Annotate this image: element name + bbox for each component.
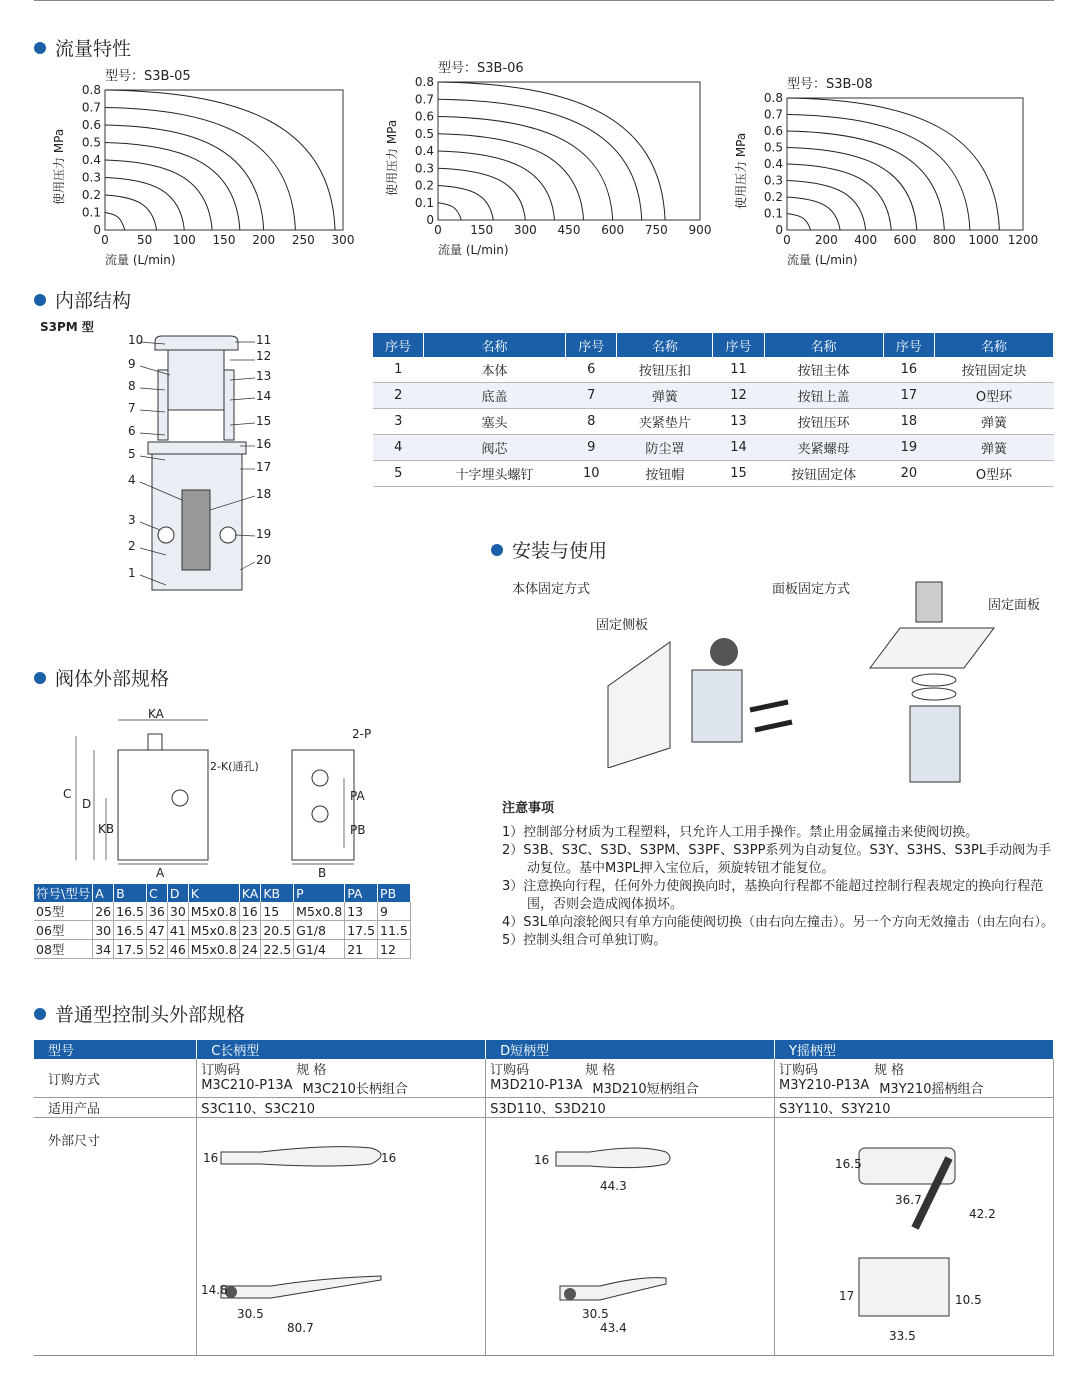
y-tick-label: 0.6	[763, 124, 783, 138]
valve-core	[182, 490, 210, 570]
callout-19: 19	[256, 527, 272, 541]
dims-d	[486, 1118, 775, 1356]
flow-curve-0.3	[787, 181, 866, 231]
table-row: 3 塞头 8 夹紧垫片 13 按钮压环 18 弹簧	[373, 409, 1054, 435]
spec-col-header: KA	[239, 884, 261, 902]
parts-col-header: 名称	[617, 333, 713, 357]
y-tick-label: 0.4	[414, 144, 434, 158]
dim-d: D	[82, 797, 92, 811]
y-tick-label: 0.2	[81, 188, 101, 202]
callout-5: 5	[128, 447, 136, 461]
button-cap	[155, 336, 238, 350]
mount-flange	[148, 442, 246, 454]
callout-3: 3	[128, 513, 136, 527]
callout-18: 18	[256, 487, 272, 501]
control-head-table	[34, 1040, 1054, 1356]
y-axis-label: 使用压力 MPa	[385, 119, 399, 196]
dims-y	[775, 1118, 1054, 1356]
chart-title: 型号：S3B-08	[787, 77, 873, 92]
x-tick-label: 200	[814, 233, 838, 247]
bullet-icon	[34, 672, 46, 684]
table-row: 4 阀芯 9 防尘罩 14 夹紧螺母 19 弹簧	[373, 435, 1054, 461]
bullet-icon	[491, 544, 503, 556]
note-item: 4）S3L单向滚轮阀只有单方向能使阀切换（由右向左撞击）。另一个方向无效撞击（由左向右）。	[502, 915, 1055, 930]
x-axis-label: 流量 (L/min)	[105, 253, 176, 267]
port-hole	[158, 527, 174, 543]
dim-p: 2-P	[352, 727, 372, 741]
x-tick-label: 300	[331, 233, 355, 247]
flow-curve-0.8	[438, 82, 665, 220]
svg-text:36.7: 36.7	[895, 1193, 922, 1207]
section-body-spec-title: 阀体外部规格	[34, 664, 169, 691]
nut-icon	[912, 674, 956, 686]
dim-pb: PB	[350, 823, 366, 837]
y-tick-label: 0.7	[414, 92, 434, 107]
svg-text:16: 16	[534, 1153, 550, 1167]
parts-table	[373, 333, 1054, 487]
callout-4: 4	[128, 473, 136, 487]
dim-ka: KA	[148, 708, 164, 721]
flow-curve-0.1	[787, 214, 811, 231]
screw-icon	[755, 722, 792, 730]
x-tick-label: 150	[470, 223, 494, 237]
valve-body	[910, 706, 960, 782]
row-dim-label: 外部尺寸	[34, 1118, 197, 1356]
dim-pa: PA	[350, 789, 365, 803]
parts-col-header: 名称	[424, 333, 566, 357]
chart-title: 型号：S3B-06	[438, 61, 524, 76]
spec-col-header: PB	[378, 884, 411, 902]
flow-curve-0.2	[787, 197, 840, 230]
order-d: 订购码 规 格 M3D210-P13A M3D210短柄组合	[486, 1059, 775, 1098]
y-tick-label: 0	[93, 223, 101, 237]
callout-15: 15	[256, 414, 272, 428]
callout-16: 16	[256, 437, 272, 451]
body-mount-illustration	[600, 628, 810, 768]
notes-title: 注意事项	[502, 801, 555, 816]
chart-frame	[105, 90, 343, 230]
structure-drawing	[110, 330, 290, 595]
flow-curve-0.3	[438, 168, 525, 220]
flow-chart-1	[384, 60, 711, 257]
note-item: 1）控制部分材质为工程塑料，只允许人工用手操作。禁止用金属撞击来使阀切换。	[502, 825, 979, 840]
x-tick-label: 900	[688, 223, 712, 237]
callout-8: 8	[128, 379, 136, 393]
table-row: 2 底盖 7 弹簧 12 按钮上盖 17 O型环	[373, 383, 1054, 409]
x-tick-label: 400	[854, 233, 878, 247]
button-ring-right	[224, 370, 234, 440]
x-tick-label: 750	[644, 223, 668, 237]
col-model: 型号	[34, 1040, 197, 1059]
callout-10: 10	[128, 333, 144, 347]
bottom-rule	[34, 1355, 1054, 1356]
dim-a: A	[156, 866, 165, 878]
note-item: 2）S3B、S3C、S3D、S3PM、S3PF、S3PP系列为自动复位。S3Y、S3HS、S3PL手动阀为手动复位。基中M3PL押入宝位后，须旋转钮才能复位。	[502, 843, 1052, 876]
top-rule	[34, 0, 1054, 1]
callout-20: 20	[256, 553, 272, 567]
dim-kb: KB	[98, 822, 115, 836]
svg-text:33.5: 33.5	[889, 1329, 916, 1343]
body-dimension-drawing	[60, 708, 390, 878]
y-tick-label: 0.6	[81, 118, 101, 132]
y-tick-label: 0.3	[414, 161, 434, 176]
row-order-label: 订购方式	[34, 1059, 197, 1098]
order-y: 订购码 规 格 M3Y210-P13A M3Y210摇柄组合	[775, 1059, 1054, 1098]
order-c: 订购码 规 格 M3C210-P13A M3C210长柄组合	[197, 1059, 486, 1098]
x-tick-label: 50	[137, 233, 153, 247]
x-axis-label: 流量 (L/min)	[438, 243, 509, 257]
button-stem	[148, 734, 162, 750]
col-type-d: D短柄型	[486, 1040, 775, 1059]
svg-text:16: 16	[381, 1151, 397, 1165]
svg-text:16.5: 16.5	[835, 1157, 862, 1171]
y-axis-label: 使用压力 MPa	[52, 128, 66, 205]
y-tick-label: 0.3	[81, 170, 101, 185]
svg-text:42.2: 42.2	[969, 1207, 996, 1221]
callout-11: 11	[256, 333, 272, 347]
spec-col-header: K	[188, 884, 239, 902]
svg-text:14.8: 14.8	[201, 1283, 228, 1297]
callout-17: 17	[256, 460, 272, 474]
parts-col-header: 序号	[883, 333, 934, 357]
panel-mount-illustration	[866, 580, 996, 790]
x-tick-label: 0	[101, 233, 109, 247]
spec-col-header: D	[167, 884, 188, 902]
x-tick-label: 150	[212, 233, 236, 247]
button-ring-left	[158, 370, 168, 440]
y-tick-label: 0.1	[763, 206, 783, 221]
body-mount-label: 本体固定方式	[512, 582, 591, 597]
x-tick-label: 1000	[968, 233, 999, 247]
body-front	[118, 750, 208, 860]
y-tick-label: 0.1	[81, 205, 101, 220]
x-axis-label: 流量 (L/min)	[787, 253, 858, 267]
y-tick-label: 0.4	[81, 153, 101, 167]
side-plate-label: 固定侧板	[596, 618, 649, 633]
table-row: 06型 30 16.5 47 41 M5x0.8 23 20.5 G1/8 17.5 11.5	[34, 921, 410, 940]
flow-curve-0.7	[105, 108, 295, 231]
dim-b: B	[318, 866, 327, 878]
applicable-c: S3C110、S3C210	[197, 1098, 486, 1118]
x-tick-label: 250	[291, 233, 315, 247]
parts-col-header: 序号	[373, 333, 424, 357]
parts-col-header: 序号	[566, 333, 617, 357]
chart-title: 型号：S3B-05	[105, 69, 191, 84]
y-tick-label: 0.8	[81, 83, 101, 97]
table-row: 05型 26 16.5 36 30 M5x0.8 16 15 M5x0.8 13 9	[34, 902, 410, 921]
flow-curve-0.6	[438, 117, 613, 221]
y-tick-label: 0.5	[763, 140, 783, 155]
valve-body	[692, 670, 742, 742]
y-axis-label: 使用压力 MPa	[734, 132, 748, 209]
model-label: S3PM 型	[40, 320, 94, 334]
y-tick-label: 0.2	[414, 178, 434, 193]
y-tick-label: 0.7	[763, 107, 783, 122]
svg-text:17: 17	[839, 1289, 855, 1303]
svg-text:16: 16	[203, 1151, 219, 1165]
y-tick-label: 0.8	[414, 75, 434, 89]
panel-mount-label: 面板固定方式	[772, 582, 851, 597]
flow-chart-2	[733, 76, 1038, 267]
col-type-c: C长柄型	[197, 1040, 486, 1059]
applicable-d: S3D110、S3D210	[486, 1098, 775, 1118]
body-spec-table	[34, 884, 411, 959]
side-plate	[608, 642, 670, 768]
flow-chart-0	[51, 68, 354, 267]
spec-col-header: 符号\型号	[34, 884, 93, 902]
section-flow-title: 流量特性	[34, 34, 131, 61]
callout-2: 2	[128, 539, 136, 553]
flow-curve-0.1	[105, 213, 125, 231]
dim-k: 2-K(通孔)	[210, 760, 259, 773]
section-head-spec-title: 普通型控制头外部规格	[34, 1000, 245, 1027]
x-tick-label: 450	[557, 223, 581, 237]
parts-col-header: 名称	[935, 333, 1054, 357]
flow-curve-0.3	[105, 178, 184, 231]
svg-text:30.5: 30.5	[237, 1307, 264, 1321]
dims-c	[197, 1118, 486, 1356]
flow-curve-0.8	[105, 90, 335, 230]
callout-7: 7	[128, 401, 136, 415]
flow-curve-0.1	[438, 203, 461, 220]
y-tick-label: 0	[775, 223, 783, 237]
y-tick-label: 0.5	[414, 126, 434, 141]
y-tick-label: 0.2	[763, 190, 783, 204]
x-tick-label: 100	[172, 233, 196, 247]
washer-icon	[912, 688, 956, 700]
table-row: 1 本体 6 按钮压扣 11 按钮主体 16 按钮固定块	[373, 357, 1054, 383]
roller-icon	[710, 638, 738, 666]
bullet-icon	[34, 294, 46, 306]
flow-curve-0.6	[787, 131, 944, 230]
svg-text:43.4: 43.4	[600, 1321, 627, 1335]
parts-col-header: 名称	[764, 333, 883, 357]
chart-frame	[787, 98, 1023, 230]
button-body	[168, 350, 224, 410]
row-applicable-label: 适用产品	[34, 1098, 197, 1118]
spec-col-header: P	[294, 884, 345, 902]
note-item: 5）控制头组合可单独订购。	[502, 933, 667, 948]
flow-charts	[0, 60, 1083, 270]
applicable-y: S3Y110、S3Y210	[775, 1098, 1054, 1118]
dim-c: C	[63, 787, 72, 801]
svg-text:44.3: 44.3	[600, 1179, 627, 1193]
port-hole	[220, 527, 236, 543]
y-tick-label: 0.1	[414, 195, 434, 210]
table-row: 5 十字埋头螺钉 10 按钮帽 15 按钮固定体 20 O型环	[373, 461, 1054, 487]
flow-curve-0.2	[438, 186, 493, 221]
panel-plate	[870, 628, 994, 668]
y-tick-label: 0.3	[763, 173, 783, 188]
x-tick-label: 200	[252, 233, 276, 247]
spec-col-header: PA	[345, 884, 378, 902]
x-tick-label: 1200	[1007, 233, 1039, 247]
callout-9: 9	[128, 357, 136, 371]
section-structure-title: 内部结构	[34, 286, 131, 313]
note-item: 3）注意换向行程，任何外力使阀换向时，基换向行程都不能超过控制行程表规定的换向行程范围，否则会造成阀体损坏。	[502, 879, 1044, 912]
flow-curve-0.5	[787, 148, 917, 231]
x-tick-label: 600	[893, 233, 917, 247]
flow-curve-0.4	[105, 160, 212, 230]
flow-curve-0.4	[787, 164, 891, 230]
callout-6: 6	[128, 424, 136, 438]
y-tick-label: 0.7	[81, 100, 101, 115]
svg-text:10.5: 10.5	[955, 1293, 982, 1307]
x-tick-label: 300	[513, 223, 537, 237]
x-tick-label: 600	[601, 223, 625, 237]
callout-1: 1	[128, 566, 136, 580]
svg-text:80.7: 80.7	[287, 1321, 314, 1335]
parts-col-header: 序号	[713, 333, 764, 357]
screw-icon	[750, 702, 788, 710]
flow-curve-0.2	[105, 195, 157, 230]
panel-label: 固定面板	[988, 598, 1041, 613]
bullet-icon	[34, 42, 46, 54]
x-tick-label: 800	[932, 233, 956, 247]
body-side	[292, 750, 354, 860]
spec-col-header: KB	[261, 884, 294, 902]
spec-col-header: B	[114, 884, 147, 902]
table-row: 08型 34 17.5 52 46 M5x0.8 24 22.5 G1/4 21 12	[34, 940, 410, 959]
bullet-icon	[34, 1008, 46, 1020]
button-icon	[916, 582, 942, 622]
callout-12: 12	[256, 349, 272, 363]
svg-text:30.5: 30.5	[582, 1307, 609, 1321]
spec-col-header: C	[146, 884, 167, 902]
x-tick-label: 0	[434, 223, 442, 237]
x-tick-label: 0	[783, 233, 791, 247]
y-tick-label: 0.4	[763, 157, 783, 171]
y-tick-label: 0.8	[763, 91, 783, 105]
section-install-title: 安装与使用	[491, 536, 607, 563]
y-tick-label: 0	[426, 213, 434, 227]
flow-curve-0.5	[438, 134, 584, 220]
notes	[502, 800, 1062, 950]
chart-frame	[438, 82, 700, 220]
spec-col-header: A	[93, 884, 114, 902]
callout-13: 13	[256, 369, 272, 383]
callout-14: 14	[256, 389, 272, 403]
flow-curve-0.5	[105, 143, 240, 231]
col-type-y: Y摇柄型	[775, 1040, 1054, 1059]
y-tick-label: 0.6	[414, 109, 434, 124]
y-tick-label: 0.5	[81, 135, 101, 150]
